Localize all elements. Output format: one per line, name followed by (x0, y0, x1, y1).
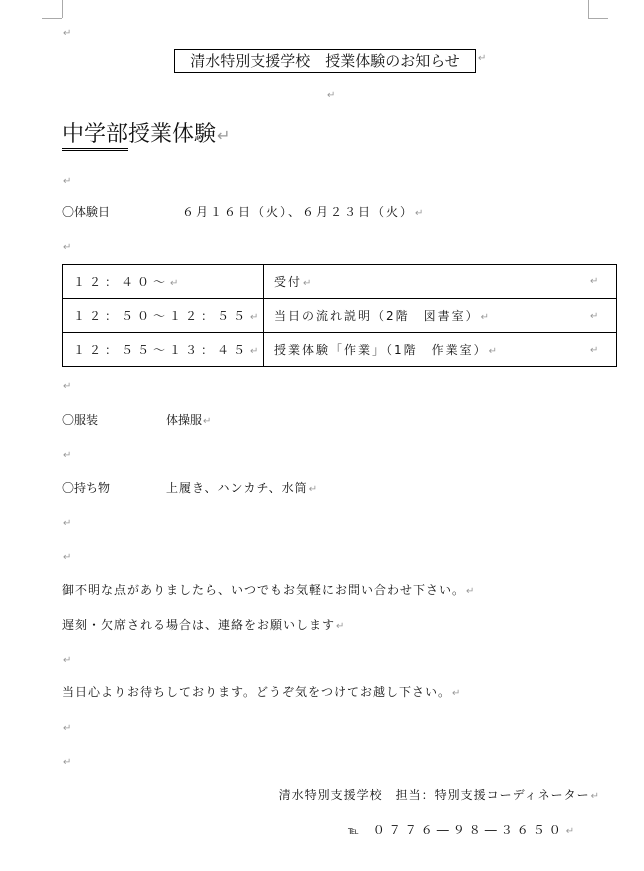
note-line: 遅刻・欠席される場合は、連絡をお願いします↵ (62, 618, 346, 632)
section-heading: 中学部授業体験↵ (62, 121, 230, 150)
note-line: 御不明な点がありましたら、いつでもお気軽にお問い合わせ下さい。↵ (62, 583, 476, 597)
empty-paragraph: ↵ (63, 552, 72, 563)
crop-mark-right (588, 0, 589, 18)
note-line: 当日心よりお待ちしております。どうぞ気をつけてお越し下さい。↵ (62, 685, 462, 699)
crop-mark-left (62, 0, 63, 18)
empty-paragraph: ↵ (63, 723, 72, 734)
row-end-mark: ↵ (590, 345, 599, 356)
table-row (63, 265, 617, 299)
row-end-mark: ↵ (590, 311, 599, 322)
table-row (63, 299, 617, 333)
contact-tel: ℡ ０７７６―９８―３６５０↵ (348, 823, 575, 837)
belongings-line: 〇持ち物 上履き、ハンカチ、水筒↵ (62, 481, 318, 495)
empty-paragraph: ↵ (63, 28, 72, 39)
crop-mark-right-h (588, 18, 608, 19)
activity-cell: 受付↵ (264, 265, 617, 299)
paragraph-mark: ↵ (478, 53, 487, 64)
date-line: 〇体験日 ６月１６日（火）、６月２３日（火）↵ (62, 205, 424, 219)
empty-paragraph: ↵ (63, 757, 72, 768)
empty-paragraph: ↵ (63, 518, 72, 529)
empty-paragraph: ↵ (63, 655, 72, 666)
document-title: 清水特別支援学校 授業体験のお知らせ (174, 49, 476, 73)
crop-mark-left-h (42, 18, 62, 19)
clothing-line: 〇服装 体操服↵ (62, 413, 212, 427)
table-row (63, 333, 617, 367)
empty-paragraph: ↵ (63, 450, 72, 461)
activity-cell: 当日の流れ説明（2階 図書室）↵ (264, 299, 617, 333)
empty-paragraph: ↵ (63, 381, 72, 392)
empty-paragraph: ↵ (327, 90, 336, 101)
contact-org: 清水特別支援学校 担当：特別支援コーディネーター↵ (278, 788, 600, 802)
schedule-table (62, 264, 617, 367)
time-cell: １２：５０～１２：５５↵ (63, 299, 264, 333)
time-cell: １２：４０～↵ (63, 265, 264, 299)
row-end-mark: ↵ (590, 276, 599, 287)
empty-paragraph: ↵ (63, 242, 72, 253)
time-cell: １２：５５～１３：４５↵ (63, 333, 264, 367)
empty-paragraph: ↵ (63, 176, 72, 187)
activity-cell: 授業体験「作業」（1階 作業室）↵ (264, 333, 617, 367)
